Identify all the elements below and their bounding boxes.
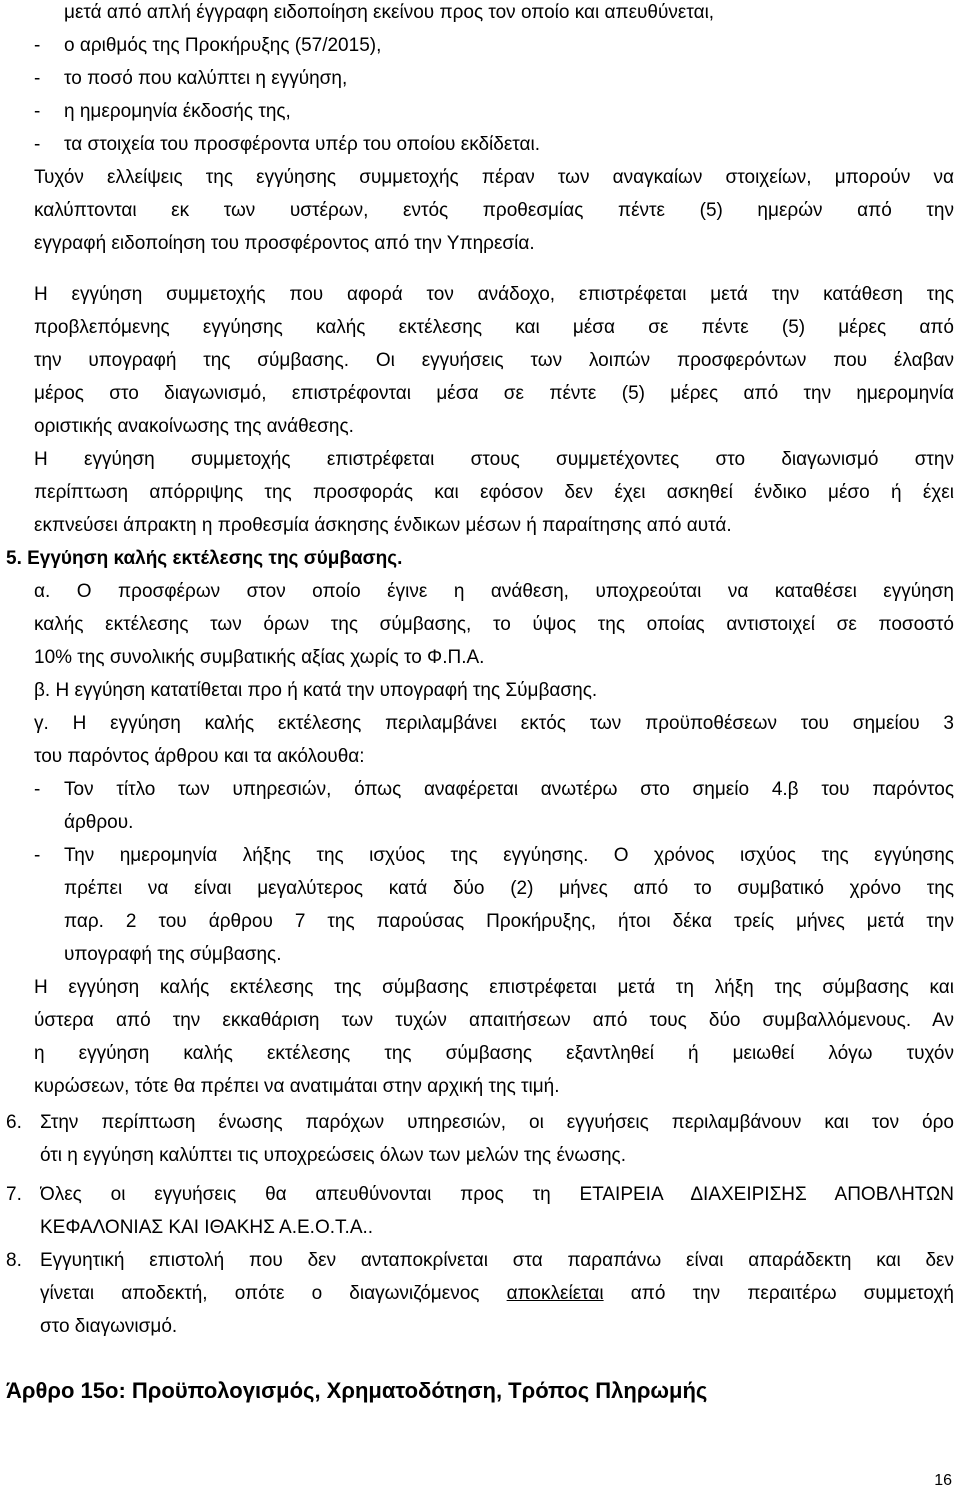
list-item-text: ο αριθμός της Προκήρυξης (57/2015), (64, 35, 382, 56)
text-line: Η εγγύηση συμμετοχής που αφορά τον ανάδοχο, επιστρέφεται μετά την κατάθεση της (34, 284, 954, 305)
text-line: την υπογραφή της σύμβασης. Οι εγγυήσεις των λοιπών προσφερόντων που έλαβαν (34, 350, 954, 371)
section-heading (6, 542, 926, 575)
list-dash: - (34, 101, 41, 122)
text-line: Η εγγύηση καλής εκτέλεσης της σύμβασης επιστρέφεται μετά τη λήξη της σύμβασης και (34, 977, 954, 998)
text-line: μέρος στο διαγωνισμό, επιστρέφονται μέσα σε πέντε (5) μέρες από την ημερομηνία (34, 383, 954, 404)
text-line: κυρώσεων, τότε θα πρέπει να ανατιμάται στην αρχική της τιμή. (34, 1076, 560, 1097)
paragraph-5b (34, 674, 954, 707)
item-text: Εγγυητική επιστολή που δεν ανταποκρίνεται στα παραπάνω είναι απαράδεκτη και δεν γίνεται αποδεκτή, οπότε ο διαγωνιζόμενος αποκλείεται από την περαιτέρω συμμετοχή στο διαγωνισμό. (40, 1250, 954, 1337)
list-dash: - (34, 134, 41, 155)
list-item-text: τα στοιχεία του προσφέροντα υπέρ του οποίου εκδίδεται. (64, 134, 541, 155)
paragraph-5c (34, 707, 954, 773)
list-item-text: Την ημερομηνία λήξης της ισχύος της εγγύησης. Ο χρόνος ισχύος της εγγύησης πρέπει να είναι μεγαλύτερος κατά δύο (2) μήνες από το συμβατικό χρόνο της παρ. 2 του άρθρου 7 της παρούσας Προκήρυξης, ήτοι δέκα τρείς μήνες μετά την υπογραφή της σύμβασης. (64, 845, 954, 965)
list-dash: - (34, 68, 41, 89)
text-line: περίπτωση απόρριψης της προσφοράς και εφόσον δεν έχει ασκηθεί ένδικο μέσο ή έχει (34, 482, 954, 503)
page-number: 16 (934, 1472, 952, 1489)
text-line: γ. Η εγγύηση καλής εκτέλεσης περιλαμβάνει εκτός των προϋποθέσεων του σημείου 3 (34, 713, 954, 734)
text-line: Η εγγύηση συμμετοχής επιστρέφεται στους συμμετέχοντες στο διαγωνισμό στην (34, 449, 954, 470)
list-item-text: το ποσό που καλύπτει η εγγύηση, (64, 68, 348, 89)
list-item-text: η ημερομηνία έκδοσής της, (64, 101, 291, 122)
text-line: οριστικής ανακοίνωσης της ανάθεσης. (34, 416, 354, 437)
text-line: του παρόντος άρθρου και τα ακόλουθα: (34, 746, 365, 767)
text-line: εγγραφή ειδοποίηση του προσφέροντος από την Υπηρεσία. (34, 233, 535, 254)
text-line: καλής εκτέλεσης των όρων της σύμβασης, το ύψος της οποίας αντιστοιχεί σε ποσοστό (34, 614, 954, 635)
item-number: 6. (6, 1112, 22, 1133)
text-line: 10% της συνολικής συμβατικής αξίας χωρίς το Φ.Π.Α. (34, 647, 485, 668)
section-5-heading: 5. Εγγύηση καλής εκτέλεσης της σύμβασης. (6, 548, 403, 569)
item-text: Στην περίπτωση ένωσης παρόχων υπηρεσιών, οι εγγυήσεις περιλαμβάνουν και τον όρο ότι η εγγύηση καλύπτει τις υποχρεώσεις όλων των μελών της ένωσης. (40, 1112, 954, 1166)
text-line: η εγγύηση καλής εκτέλεσης της σύμβασης εξαντληθεί ή μειωθεί λόγω τυχόν (34, 1043, 954, 1064)
list-dash: - (34, 845, 41, 866)
paragraph-performance-return (34, 971, 954, 1103)
text-line: εκπνεύσει άπρακτη η προθεσμία άσκησης ένδικων μέσων ή παραίτησης από αυτά. (34, 515, 732, 536)
paragraph-5a (34, 575, 954, 674)
text-line: α. Ο προσφέρων στον οποίο έγινε η ανάθεση, υποχρεούται να καταθέσει εγγύηση (34, 581, 954, 602)
list-dash: - (34, 779, 41, 800)
paragraph-deficiencies (34, 161, 954, 260)
text-line: καλύπτονται εκ των υστέρων, εντός προθεσμίας πέντε (5) ημερών από την (34, 200, 954, 221)
text-line: ύστερα από την εκκαθάριση των τυχών απαιτήσεων από τους δύο συμβαλλόμενους. Αν (34, 1010, 954, 1031)
paragraph-continuation (64, 0, 954, 29)
item-number: 7. (6, 1184, 22, 1205)
item-number: 8. (6, 1250, 22, 1271)
item-text: Όλες οι εγγυήσεις θα απευθύνονται προς τη ΕΤΑΙΡΕΙΑ ΔΙΑΧΕΙΡΙΣΗΣ ΑΠΟΒΛΗΤΩΝ ΚΕΦΑΛΟΝΙΑΣ ΚΑΙ ΙΘΑΚΗΣ Α.Ε.Ο.Τ.Α.. (40, 1184, 954, 1238)
list-item-text: Τον τίτλο των υπηρεσιών, όπως αναφέρεται ανωτέρω στο σημείο 4.β του παρόντος άρθρου. (64, 779, 954, 833)
text-line: Τυχόν ελλείψεις της εγγύησης συμμετοχής πέραν των αναγκαίων στοιχείων, μπορούν να (34, 167, 954, 188)
paragraph-return-guarantee (34, 278, 954, 443)
paragraph-rejection-return (34, 443, 954, 542)
list-dash: - (34, 35, 41, 56)
text-line: β. Η εγγύηση κατατίθεται προ ή κατά την υπογραφή της Σύμβασης. (34, 680, 598, 701)
underlined-word: αποκλείεται (506, 1283, 604, 1304)
text-line: μετά από απλή έγγραφη ειδοποίηση εκείνου προς τον οποίο και απευθύνεται, (64, 2, 715, 23)
article-heading: Άρθρο 15ο: Προϋπολογισμός, Χρηματοδότηση, Τρόπος Πληρωμής (6, 1378, 708, 1403)
text-line: προβλεπόμενης εγγύησης καλής εκτέλεσης και μέσα σε πέντε (5) μέρες από (34, 317, 954, 338)
